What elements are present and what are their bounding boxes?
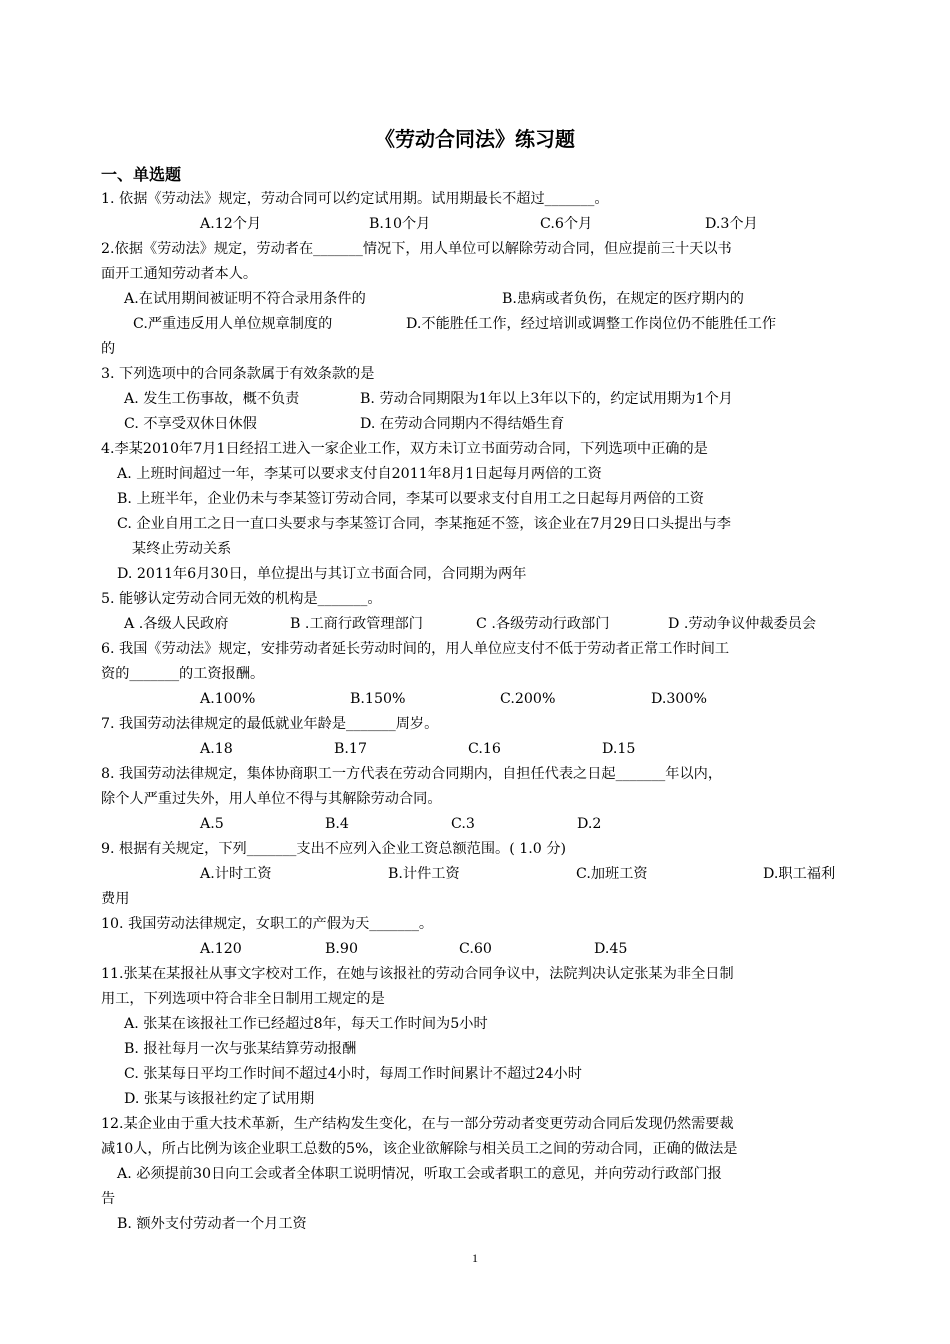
question-7-option-c: C.16: [468, 741, 501, 757]
question-9-option-d-cont: 费用: [101, 891, 130, 907]
question-10-option-c: C.60: [459, 941, 492, 957]
question-11-stem-cont: 用工，下列选项中符合非全日制用工规定的是: [101, 991, 385, 1007]
question-10-option-a: A.120: [200, 941, 242, 957]
question-6-option-a: A.100%: [200, 691, 256, 707]
question-3-option-d: D. 在劳动合同期内不得结婚生育: [360, 416, 565, 432]
section-heading: 一、单选题: [101, 165, 182, 184]
question-12-stem-cont: 减10人，所占比例为该企业职工总数的5%，该企业欲解除与相关员工之间的劳动合同，正确的做法是: [101, 1141, 738, 1157]
question-2-stem: 2.依据《劳动法》规定，劳动者在_______情况下，用人单位可以解除劳动合同，但应提前三十天以书: [101, 241, 732, 257]
question-11-option-a: A. 张某在该报社工作已经超过8年，每天工作时间为5小时: [124, 1016, 488, 1032]
question-9-option-a: A.计时工资: [200, 866, 272, 882]
question-10-option-d: D.45: [594, 941, 628, 957]
question-12-option-a-cont: 告: [101, 1191, 116, 1207]
question-1-option-a: A.12个月: [200, 216, 262, 232]
question-4-option-c: C. 企业自用工之日一直口头要求与李某签订合同，李某拖延不签，该企业在7月29日口头提出与李: [117, 516, 731, 532]
question-8-stem: 8. 我国劳动法律规定，集体协商职工一方代表在劳动合同期内，自担任代表之日起_______年以内，: [101, 766, 723, 782]
question-6-option-c: C.200%: [500, 691, 556, 707]
question-2-option-a: A.在试用期间被证明不符合录用条件的: [124, 291, 366, 307]
page-number: 1: [472, 1251, 478, 1265]
question-5-option-b: B .工商行政管理部门: [290, 616, 423, 632]
question-4-option-a: A. 上班时间超过一年，李某可以要求支付自2011年8月1日起每月两倍的工资: [117, 466, 602, 482]
question-2-option-b: B.患病或者负伤，在规定的医疗期内的: [502, 291, 744, 307]
question-2-stem-cont: 面开工通知劳动者本人。: [101, 266, 258, 282]
question-4-stem: 4.李某2010年7月1日经招工进入一家企业工作，双方未订立书面劳动合同，下列选项中正确的是: [101, 441, 708, 457]
document-title: 《劳动合同法》练习题: [375, 127, 575, 151]
question-9-option-b: B.计件工资: [388, 866, 460, 882]
question-2-option-d-cont: 的: [101, 341, 116, 357]
question-7-option-a: A.18: [200, 741, 233, 757]
question-6-stem-cont: 资的_______的工资报酬。: [101, 666, 265, 682]
question-8-option-b: B.4: [325, 816, 349, 832]
question-1-stem: 1. 依据《劳动法》规定，劳动合同可以约定试用期。试用期最长不超过_______。: [101, 191, 609, 207]
question-4-option-c-cont: 某终止劳动关系: [132, 541, 232, 557]
question-3-option-c: C. 不享受双休日休假: [124, 416, 257, 432]
question-12-option-b: B. 额外支付劳动者一个月工资: [117, 1216, 307, 1232]
question-10-option-b: B.90: [325, 941, 358, 957]
question-7-option-b: B.17: [334, 741, 367, 757]
question-9-option-c: C.加班工资: [576, 866, 648, 882]
question-8-option-c: C.3: [451, 816, 475, 832]
question-7-stem: 7. 我国劳动法律规定的最低就业年龄是_______周岁。: [101, 716, 439, 732]
question-2-option-d: D.不能胜任工作，经过培训或调整工作岗位仍不能胜任工作: [406, 316, 777, 332]
question-5-option-a: A .各级人民政府: [124, 616, 229, 632]
question-5-option-c: C .各级劳动行政部门: [476, 616, 610, 632]
question-9-stem: 9. 根据有关规定，下列_______支出不应列入企业工资总额范围。( 1.0 分): [101, 841, 567, 857]
question-3-option-a: A. 发生工伤事故，概不负责: [124, 391, 300, 407]
question-6-stem: 6. 我国《劳动法》规定，安排劳动者延长劳动时间的，用人单位应支付不低于劳动者正常工作时间工: [101, 641, 730, 657]
question-2-option-c: C.严重违反用人单位规章制度的: [133, 316, 333, 332]
question-12-stem: 12.某企业由于重大技术革新，生产结构发生变化，在与一部分劳动者变更劳动合同后发现仍然需要裁: [101, 1116, 734, 1132]
question-11-option-c: C. 张某每日平均工作时间不超过4小时，每周工作时间累计不超过24小时: [124, 1066, 582, 1082]
question-8-option-a: A.5: [200, 816, 224, 832]
question-1-option-d: D.3个月: [705, 216, 758, 232]
question-12-option-a: A. 必须提前30日向工会或者全体职工说明情况，听取工会或者职工的意见，并向劳动行政部门报: [117, 1166, 722, 1182]
question-4-option-b: B. 上班半年，企业仍未与李某签订劳动合同，李某可以要求支付自用工之日起每月两倍的工资: [117, 491, 704, 507]
question-4-option-d: D. 2011年6月30日，单位提出与其订立书面合同，合同期为两年: [117, 566, 527, 582]
question-5-stem: 5. 能够认定劳动合同无效的机构是_______。: [101, 591, 382, 607]
question-8-stem-cont: 除个人严重过失外，用人单位不得与其解除劳动合同。: [101, 791, 442, 807]
question-11-option-d: D. 张某与该报社约定了试用期: [124, 1091, 315, 1107]
question-11-stem: 11.张某在某报社从事文字校对工作，在她与该报社的劳动合同争议中，法院判决认定张某为非全日制: [101, 966, 734, 982]
question-8-option-d: D.2: [577, 816, 602, 832]
question-3-stem: 3. 下列选项中的合同条款属于有效条款的是: [101, 366, 375, 382]
question-6-option-b: B.150%: [350, 691, 406, 707]
question-3-option-b: B. 劳动合同期限为1年以上3年以下的，约定试用期为1个月: [360, 391, 733, 407]
question-11-option-b: B. 报社每月一次与张某结算劳动报酬: [124, 1041, 357, 1057]
question-5-option-d: D .劳动争议仲裁委员会: [668, 616, 817, 632]
question-6-option-d: D.300%: [651, 691, 707, 707]
question-10-stem: 10. 我国劳动法律规定，女职工的产假为天_______。: [101, 916, 434, 932]
question-1-option-b: B.10个月: [369, 216, 431, 232]
question-1-option-c: C.6个月: [540, 216, 593, 232]
question-9-option-d: D.职工福利: [763, 866, 836, 882]
question-7-option-d: D.15: [602, 741, 636, 757]
